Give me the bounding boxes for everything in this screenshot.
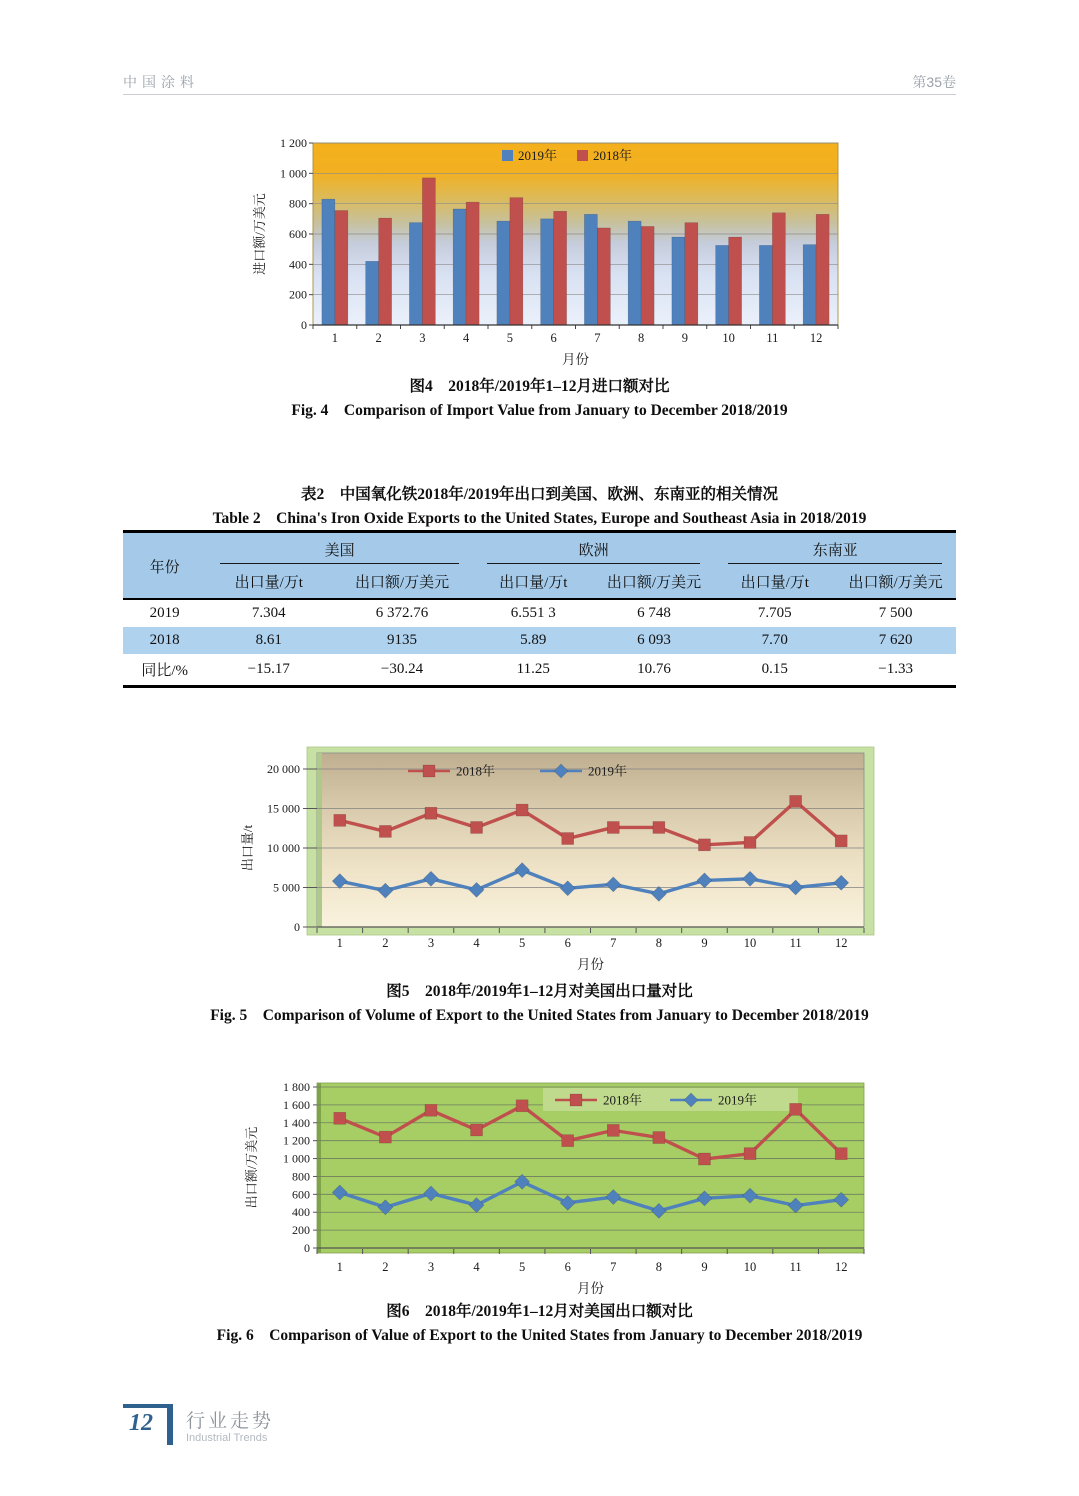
svg-text:2018年: 2018年 — [593, 148, 633, 163]
svg-text:10: 10 — [743, 1260, 757, 1274]
svg-text:月份: 月份 — [577, 1281, 604, 1296]
svg-text:1 800: 1 800 — [283, 1080, 310, 1094]
subheader-qty-usa: 出口量/万t — [206, 569, 331, 599]
journal-name: 中国涂料 — [123, 74, 199, 90]
table-cell: 7.70 — [714, 627, 835, 654]
svg-text:0: 0 — [304, 1241, 310, 1255]
svg-text:200: 200 — [292, 1223, 310, 1238]
table-cell: 7 620 — [835, 627, 956, 654]
svg-text:8: 8 — [655, 936, 662, 950]
table2 — [123, 530, 956, 688]
svg-text:月份: 月份 — [577, 957, 604, 972]
section-name-cn: 行业走势 — [186, 1411, 275, 1432]
table-cell: 5.89 — [473, 627, 594, 654]
page-number: 12 — [129, 1410, 153, 1436]
svg-text:2018年: 2018年 — [603, 1092, 643, 1108]
svg-text:600: 600 — [292, 1187, 310, 1202]
svg-text:15 000: 15 000 — [267, 801, 300, 816]
subheader-qty-europe: 出口量/万t — [473, 569, 594, 599]
svg-text:6: 6 — [550, 331, 557, 345]
svg-text:11: 11 — [789, 936, 802, 950]
table-cell: −30.24 — [331, 654, 473, 687]
svg-text:2: 2 — [375, 331, 382, 345]
table-cell: 6 093 — [594, 627, 715, 654]
svg-text:600: 600 — [289, 227, 307, 241]
figure5-caption-en: Fig. 5 Comparison of Volume of Export to the United States from January to December 2018/2019 — [210, 1007, 869, 1024]
svg-text:5: 5 — [519, 936, 526, 950]
footer-accent-bar-side — [167, 1404, 173, 1445]
row-label: 2018 — [123, 627, 206, 654]
svg-text:2: 2 — [382, 1260, 389, 1274]
table2-title-en: Table 2 China's Iron Oxide Exports to the United States, Europe and Southeast Asia in 2018/2019 — [212, 510, 867, 527]
svg-text:1 000: 1 000 — [283, 1151, 310, 1166]
subheader-val-sea: 出口额/万美元 — [835, 569, 956, 599]
footer-accent-bar-top — [123, 1404, 172, 1408]
svg-text:10 000: 10 000 — [267, 841, 300, 855]
svg-text:进口额/万美元: 进口额/万美元 — [252, 193, 267, 275]
row-label: 同比/% — [123, 654, 206, 687]
svg-text:3: 3 — [427, 1260, 435, 1274]
svg-text:5 000: 5 000 — [273, 880, 300, 895]
svg-text:3: 3 — [419, 331, 426, 345]
svg-text:8: 8 — [638, 331, 645, 345]
svg-text:2018年: 2018年 — [456, 763, 496, 779]
figure6-caption-en: Fig. 6 Comparison of Value of Export to the United States from January to December 2018/2019 — [216, 1327, 863, 1344]
table-row-yoy — [123, 654, 956, 687]
section-name-en: Industrial Trends — [186, 1432, 268, 1444]
table-cell: 11.25 — [473, 654, 594, 687]
volume-label: 第35卷 — [912, 74, 956, 90]
svg-text:7: 7 — [610, 936, 617, 950]
table-cell: 6.551 3 — [510, 605, 556, 621]
table-cell: 7 500 — [878, 605, 913, 621]
svg-text:9: 9 — [701, 936, 708, 950]
svg-text:20 000: 20 000 — [267, 762, 300, 776]
svg-text:1 400: 1 400 — [283, 1115, 310, 1130]
svg-text:400: 400 — [292, 1205, 310, 1220]
svg-text:0: 0 — [294, 920, 300, 934]
svg-text:11: 11 — [766, 331, 779, 345]
svg-text:0: 0 — [301, 318, 307, 332]
svg-text:8: 8 — [655, 1260, 662, 1274]
svg-text:200: 200 — [289, 287, 307, 302]
figure5-caption-cn: 图5 2018年/2019年1–12月对美国出口量对比 — [386, 983, 693, 1000]
svg-text:1: 1 — [336, 936, 343, 950]
table-row-2019 — [123, 599, 956, 627]
svg-text:7: 7 — [594, 331, 601, 345]
subheader-qty-sea: 出口量/万t — [714, 569, 835, 599]
svg-text:9: 9 — [701, 1260, 708, 1274]
svg-text:出口量/t: 出口量/t — [240, 824, 255, 872]
svg-text:1: 1 — [336, 1260, 343, 1274]
svg-text:11: 11 — [789, 1260, 802, 1274]
svg-text:12: 12 — [809, 331, 823, 345]
svg-text:1 200: 1 200 — [280, 136, 307, 150]
svg-text:2019年: 2019年 — [718, 1092, 758, 1108]
svg-text:月份: 月份 — [562, 352, 589, 367]
row-label: 2019 — [149, 605, 180, 621]
group-header-europe: 欧洲 — [473, 532, 715, 570]
svg-text:4: 4 — [473, 1260, 480, 1274]
header-divider — [123, 94, 956, 95]
svg-text:2019年: 2019年 — [588, 763, 628, 779]
year-header: 年份 — [123, 532, 206, 600]
table-cell: 8.61 — [206, 627, 331, 654]
svg-text:5: 5 — [506, 331, 513, 345]
figure6-caption-cn: 图6 2018年/2019年1–12月对美国出口额对比 — [386, 1303, 693, 1320]
table-cell: 0.15 — [714, 654, 835, 687]
svg-text:10: 10 — [743, 936, 757, 950]
svg-text:出口额/万美元: 出口额/万美元 — [244, 1126, 259, 1209]
subheader-val-usa: 出口额/万美元 — [331, 569, 473, 599]
group-header-southeast-asia: 东南亚 — [714, 532, 956, 570]
table-cell: 6 748 — [637, 605, 671, 621]
table-cell: 7.304 — [251, 605, 286, 621]
svg-text:400: 400 — [289, 257, 307, 272]
table-cell: −1.33 — [835, 654, 956, 687]
table-cell: 10.76 — [594, 654, 715, 687]
svg-text:12: 12 — [834, 1260, 848, 1274]
svg-text:800: 800 — [292, 1169, 310, 1184]
table2-header — [123, 532, 956, 600]
svg-text:6: 6 — [564, 936, 571, 950]
group-header-usa: 美国 — [206, 532, 473, 570]
figure4-caption-cn: 图4 2018年/2019年1–12月进口额对比 — [409, 378, 670, 395]
svg-text:4: 4 — [473, 936, 480, 950]
table-row-2018 — [123, 627, 956, 654]
table2-title-cn: 表2 中国氧化铁2018年/2019年出口到美国、欧洲、东南亚的相关情况 — [300, 486, 779, 503]
svg-text:5: 5 — [519, 1260, 526, 1274]
table-cell: 6 372.76 — [375, 605, 429, 621]
figure4-caption-en: Fig. 4 Comparison of Import Value from January to December 2018/2019 — [291, 402, 788, 419]
svg-text:3: 3 — [427, 936, 435, 950]
svg-text:1 000: 1 000 — [280, 166, 307, 181]
svg-text:1: 1 — [331, 331, 338, 345]
figure6-line-chart — [240, 1075, 880, 1305]
svg-text:7: 7 — [610, 1260, 617, 1274]
svg-text:1 200: 1 200 — [283, 1133, 310, 1148]
svg-text:800: 800 — [289, 196, 307, 211]
figure5-line-chart — [240, 745, 880, 977]
table-cell: −15.17 — [206, 654, 331, 687]
subheader-val-europe: 出口额/万美元 — [594, 569, 715, 599]
table-cell: 7.705 — [757, 605, 792, 621]
svg-text:2: 2 — [382, 936, 389, 950]
figure4-bar-chart — [250, 130, 850, 375]
svg-text:9: 9 — [681, 331, 688, 345]
svg-text:10: 10 — [722, 331, 735, 345]
svg-text:4: 4 — [463, 331, 470, 345]
table-cell: 9135 — [331, 627, 473, 654]
svg-text:12: 12 — [834, 936, 848, 950]
svg-text:6: 6 — [564, 1260, 571, 1274]
svg-text:2019年: 2019年 — [518, 148, 558, 163]
svg-text:1 600: 1 600 — [283, 1097, 310, 1112]
